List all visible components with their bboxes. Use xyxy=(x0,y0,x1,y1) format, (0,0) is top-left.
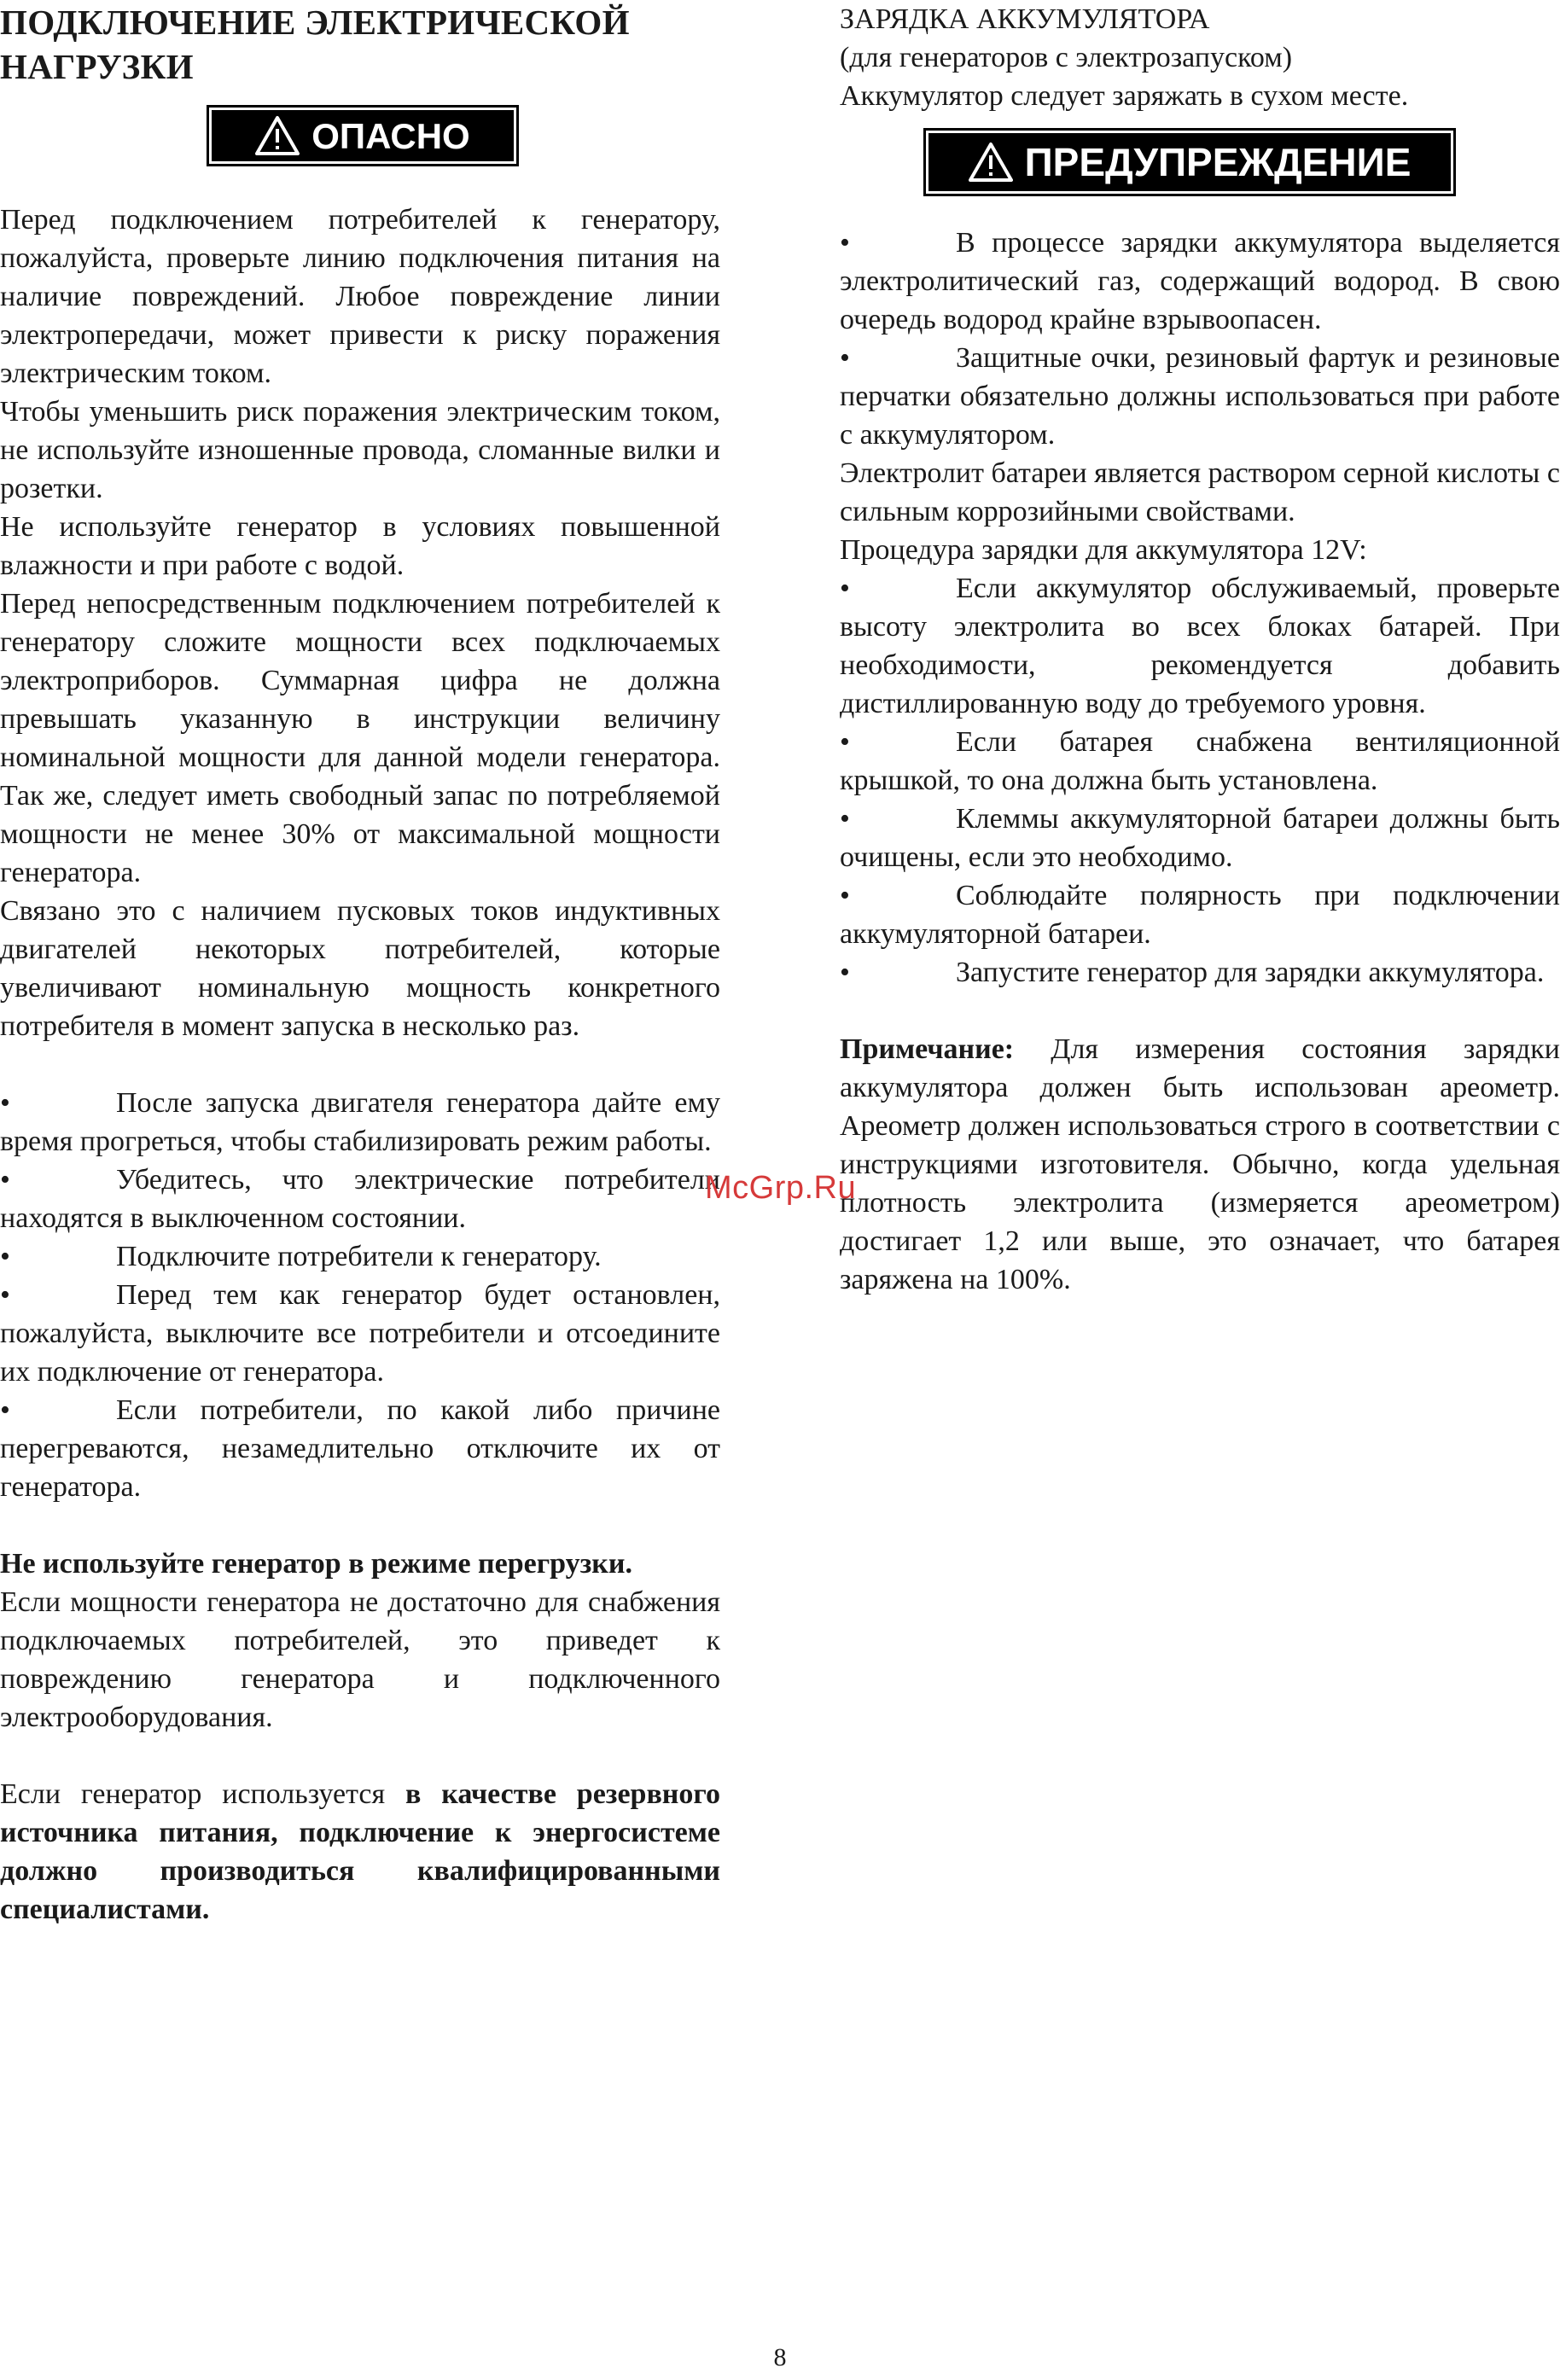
bullet-icon: • xyxy=(0,1087,10,1119)
bullet-icon: • xyxy=(840,573,850,604)
list-item: • Защитные очки, резиновый фартук и резиновые перчатки обязательно должны использоваться при работе с аккумулятором. xyxy=(840,339,1560,454)
spacer xyxy=(0,1737,720,1775)
danger-label: ОПАСНО xyxy=(311,115,470,156)
battery-charging-subtitle: (для генераторов с электрозапуском) xyxy=(840,42,1293,73)
warning-triangle-icon xyxy=(969,142,1013,183)
page-number: 8 xyxy=(773,2343,787,2371)
spacer xyxy=(840,992,1560,1030)
list-item: • После запуска двигателя генератора дайте ему время прогреться, чтобы стабилизировать режим работы. xyxy=(0,1084,720,1161)
battery-charging-title: ЗАРЯДКА АККУМУЛЯТОРА xyxy=(840,3,1210,35)
bullet-icon: • xyxy=(840,227,850,259)
list-item: • Убедитесь, что электрические потребители находятся в выключенном состоянии. xyxy=(0,1161,720,1237)
backup-power-paragraph: Если генератор используется в качестве резервного источника питания, подключение к энергосистеме должно производиться квалифицированными специалистами. xyxy=(0,1778,720,1925)
list-item: • В процессе зарядки аккумулятора выделяется электролитический газ, содержащий водород. В свою очередь водород крайне взрывоопасен. xyxy=(840,224,1560,339)
spacer xyxy=(0,1045,720,1084)
list-item: • Если потребители, по какой либо причине перегреваются, незамедлительно отключите их от генератора. xyxy=(0,1391,720,1506)
note-label: Примечание: xyxy=(840,1033,1015,1065)
watermark: McGrp.Ru xyxy=(705,1170,857,1206)
procedure-heading: Процедура зарядки для аккумулятора 12V: xyxy=(840,534,1367,566)
left-column xyxy=(0,0,720,1929)
list-item: • Подключите потребители к генератору. xyxy=(0,1237,720,1276)
warning-triangle-icon xyxy=(255,115,300,156)
bullet-icon: • xyxy=(0,1279,10,1311)
bullet-icon: • xyxy=(840,880,850,911)
danger-badge xyxy=(212,110,514,161)
overload-paragraph: Если мощности генератора не достаточно для снабжения подключаемых потребителей, это приведет к повреждению генератора и подключенного электрооборудования. xyxy=(0,1586,720,1733)
right-column xyxy=(840,0,1560,1299)
bullet-icon: • xyxy=(840,803,850,835)
paragraph-check-line: Перед подключением потребителей к генератору, пожалуйста, проверьте линию подключения питания на наличие повреждений. Любое повреждение линии электропередачи, может привести к риску поражения электрическим током. xyxy=(0,204,720,389)
bullet-icon: • xyxy=(0,1241,10,1272)
list-item: • Соблюдайте полярность при подключении аккумуляторной батареи. xyxy=(840,876,1560,953)
paragraph-worn-wires: Чтобы уменьшить риск поражения электрическим током, не используйте изношенные провода, сломанные вилки и розетки. xyxy=(0,396,720,504)
warning-label: ПРЕДУПРЕЖДЕНИЕ xyxy=(1024,139,1412,184)
section-heading-electrical-load: ПОДКЛЮЧЕНИЕ ЭЛЕКТРИЧЕСКОЙ НАГРУЗКИ xyxy=(0,3,630,86)
list-item: • Перед тем как генератор будет остановлен, пожалуйста, выключите все потребители и отсоедините их подключение от генератора. xyxy=(0,1276,720,1391)
list-item: • Запустите генератор для зарядки аккумулятора. xyxy=(840,953,1560,992)
bullet-icon: • xyxy=(840,726,850,758)
paragraph-power-sum: Перед непосредственным подключением потребителей к генератору сложите мощности всех подключаемых электроприборов. Суммарная цифра не должна превышать указанную в инструкции величину номинальной мощности для данной модели генератора. Так же, следует иметь свободный запас по потребляемой мощности не менее 30% от максимальной мощности генератора. xyxy=(0,588,720,888)
electrolyte-paragraph: Электролит батареи является раствором серной кислоты с сильным коррозийными свойствами. xyxy=(840,457,1560,527)
list-item: • Если батарея снабжена вентиляционной крышкой, то она должна быть установлена. xyxy=(840,723,1560,800)
note-paragraph: Примечание: Для измерения состояния зарядки аккумулятора должен быть использован ареометр. Ареометр должен использоваться строго в соответствии с инструкциями изготовителя. Обычно, когда удельная плотность электролита (измеряется ареометром) достигает 1,2 или выше, это означает, что батарея заряжена на 100%. xyxy=(840,1033,1560,1295)
overload-warning-bold: Не используйте генератор в режиме перегрузки. xyxy=(0,1548,632,1580)
list-item: • Клеммы аккумуляторной батареи должны быть очищены, если это необходимо. xyxy=(840,800,1560,876)
bullet-icon: • xyxy=(0,1164,10,1196)
bullet-icon: • xyxy=(840,342,850,374)
warning-badge xyxy=(928,133,1451,191)
paragraph-inrush-current: Связано это с наличием пусковых токов индуктивных двигателей некоторых потребителей, которые увеличивают номинальную мощность конкретного потребителя в момент запуска в несколько раз. xyxy=(0,895,720,1042)
list-item: • Если аккумулятор обслуживаемый, проверьте высоту электролита во всех блоках батарей. При необходимости, рекомендуется добавить дистиллированную воду до требуемого уровня. xyxy=(840,569,1560,723)
battery-charging-intro: Аккумулятор следует заряжать в сухом месте. xyxy=(840,80,1409,112)
spacer xyxy=(0,1506,720,1545)
bullet-icon: • xyxy=(840,957,850,988)
paragraph-humidity: Не используйте генератор в условиях повышенной влажности и при работе с водой. xyxy=(0,511,720,581)
bullet-icon: • xyxy=(0,1394,10,1426)
